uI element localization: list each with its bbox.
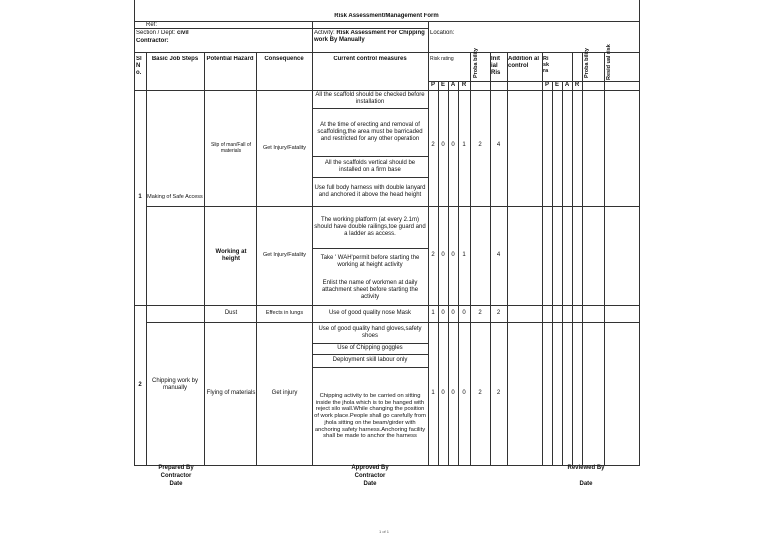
control-1-2-c: Enlist the name of workmen at daily attachment sheet before starting the activity (321, 280, 419, 300)
reviewed-by-label: Reviewed By (567, 465, 605, 471)
rule (582, 52, 583, 466)
activity (314, 30, 426, 44)
probability-2-1: 2 (478, 309, 482, 316)
rating-2-2-e: 0 (441, 389, 445, 396)
col-probability-2: Proba bility (584, 48, 590, 78)
col-additional-control: Addition al control (508, 56, 539, 69)
col-residual-risk: Resid ual risk (606, 44, 612, 80)
footer-reviewed (556, 464, 616, 488)
rule (552, 81, 553, 466)
control-1-1-a: All the scaffold should be checked before installation (315, 92, 425, 105)
control-2-2-a: Use of good quality hand gloves,safety shoes (318, 325, 422, 339)
footer-prepared (146, 464, 206, 488)
pear-r: R (461, 82, 467, 88)
rating-2-1-p: 1 (431, 309, 435, 316)
rule (507, 52, 508, 466)
pear-p: P (430, 82, 435, 88)
control-2-2-c: Deployment skill labour only (332, 357, 408, 363)
rating-2-2-p: 1 (431, 389, 435, 396)
rule (572, 52, 573, 466)
rating-1-2-r: 1 (462, 251, 466, 258)
row2-step: Chipping work by manually (151, 378, 199, 391)
rating-2-2-a: 0 (451, 389, 455, 396)
prepared-date-label: Date (169, 481, 183, 487)
consequence-2-1: Effects in lungs (265, 310, 304, 316)
rule (204, 52, 205, 466)
pear2-e: E (554, 82, 559, 88)
contractor-label: Contractor: (136, 38, 169, 44)
probability-1-2 (470, 250, 490, 260)
rating-1-1-e: 0 (441, 141, 445, 148)
hazard-flying-materials: Flying of materials (206, 390, 256, 396)
rating-2-1-a: 0 (451, 309, 455, 316)
footer-approved (340, 464, 400, 488)
hazard-slip-fall: Slip of man/Fall of materials (210, 142, 252, 154)
rating-1-2-e: 0 (441, 251, 445, 258)
row1-step: Making of Safe Access (147, 194, 203, 200)
rating-1-1-p: 2 (431, 141, 435, 148)
rule (458, 81, 459, 466)
reviewed-date-label: Date (579, 481, 593, 487)
control-2-2-d: Chipping activity to be carried on sitting inside the jhola which is to be hanged with reject silo wall.While changing the position of work place.People shall go carefully from jhola sitting on the beam/girder with anchoring safety harness.Anchoring facility shall be made to anchor the harness (314, 392, 426, 440)
approved-contractor-label: Contractor (354, 473, 386, 479)
probability-1-1: 2 (478, 141, 482, 148)
control-1-2-b: Take ' WAH'permit before starting the working at height activity (320, 255, 420, 268)
col-risk-rating: Risk rating (430, 56, 454, 62)
rule (562, 81, 563, 466)
initial-risk-2-2: 2 (496, 389, 501, 396)
location-label: Location: (430, 30, 455, 36)
col-initial-risk: Init ial Ris (491, 56, 501, 76)
section-label: Section / Dept: (136, 30, 178, 36)
col-risk-short: Ri sk ra (543, 56, 550, 74)
pear2-r: R (574, 82, 580, 88)
rating-1-2-p: 2 (431, 251, 435, 258)
col-sl-no: Sl N o. (136, 56, 142, 76)
section-dept (136, 30, 310, 37)
rating-1-2-a: 0 (451, 251, 455, 258)
rating-2-2-r: 0 (462, 389, 466, 396)
consequence-2-2: Get injury (271, 390, 298, 396)
activity-label: Activity: (314, 30, 337, 36)
activity-value: Risk Assessment For Chipping work By Manually (314, 30, 425, 43)
col-basic-job-steps: Basic Job Steps (151, 56, 199, 62)
control-2-1-a: Use of good quality nose Mask (328, 310, 412, 316)
ref-label: Ref: (146, 22, 158, 28)
initial-risk-1-1: 4 (496, 141, 501, 148)
approved-date-label: Date (363, 481, 377, 487)
rule (639, 0, 640, 466)
rule (542, 52, 543, 466)
rule (312, 21, 313, 466)
control-2-2-b: Use of Chipping goggles (337, 345, 403, 351)
rating-1-1-a: 0 (451, 141, 455, 148)
col-probability: Proba bility (473, 48, 479, 78)
rule (438, 81, 439, 466)
rule (604, 52, 605, 466)
row1-sl: 1 (138, 194, 142, 200)
pear2-p: P (544, 82, 549, 88)
prepared-contractor-label: Contractor (160, 473, 192, 479)
col-potential-hazard: Potential Hazard (206, 56, 254, 62)
initial-risk-1-2: 4 (496, 251, 501, 258)
rating-2-1-e: 0 (441, 309, 445, 316)
control-1-2-a: The working platform (at every 2.1m) should have double railings,toe guard and a ladder as access. (314, 216, 426, 237)
consequence-1-1: Get Injury/Fatality (262, 144, 307, 151)
pear2-a: A (564, 82, 570, 88)
form-title: Risk Assessment/Management Form (334, 13, 439, 19)
rating-2-1-r: 0 (462, 309, 466, 316)
pear-e: E (440, 82, 445, 88)
control-1-1-b: At the time of erecting and removal of scaffolding,the area must be barricaded and restricted for any other operation (317, 121, 423, 142)
row2-sl: 2 (138, 381, 142, 388)
initial-risk-2-1: 2 (496, 309, 501, 316)
control-1-1-c: All the scaffolds vertical should be installed on a firm base (324, 159, 416, 173)
hazard-working-at-height: Working at height (215, 248, 247, 262)
hazard-dust: Dust (224, 310, 238, 316)
col-consequence: Consequence (264, 56, 304, 62)
risk-assessment-form (134, 0, 639, 466)
prepared-by-label: Prepared By (158, 465, 194, 471)
control-1-1-d: Use full body harness with double lanyard and anchored it above the head height (314, 184, 426, 198)
rating-1-1-r: 1 (462, 141, 466, 148)
pear-a: A (450, 82, 456, 88)
probability-2-2: 2 (478, 389, 482, 396)
rule (134, 52, 639, 53)
approved-by-label: Approved By (351, 465, 389, 471)
page-number: 1 of 1 (378, 529, 389, 534)
col-current-control: Current control measures (333, 56, 407, 62)
rule (448, 81, 449, 466)
section-value: civil (177, 30, 189, 36)
spacer (556, 472, 616, 480)
consequence-1-2: Get Injury/Fatality (262, 252, 307, 258)
